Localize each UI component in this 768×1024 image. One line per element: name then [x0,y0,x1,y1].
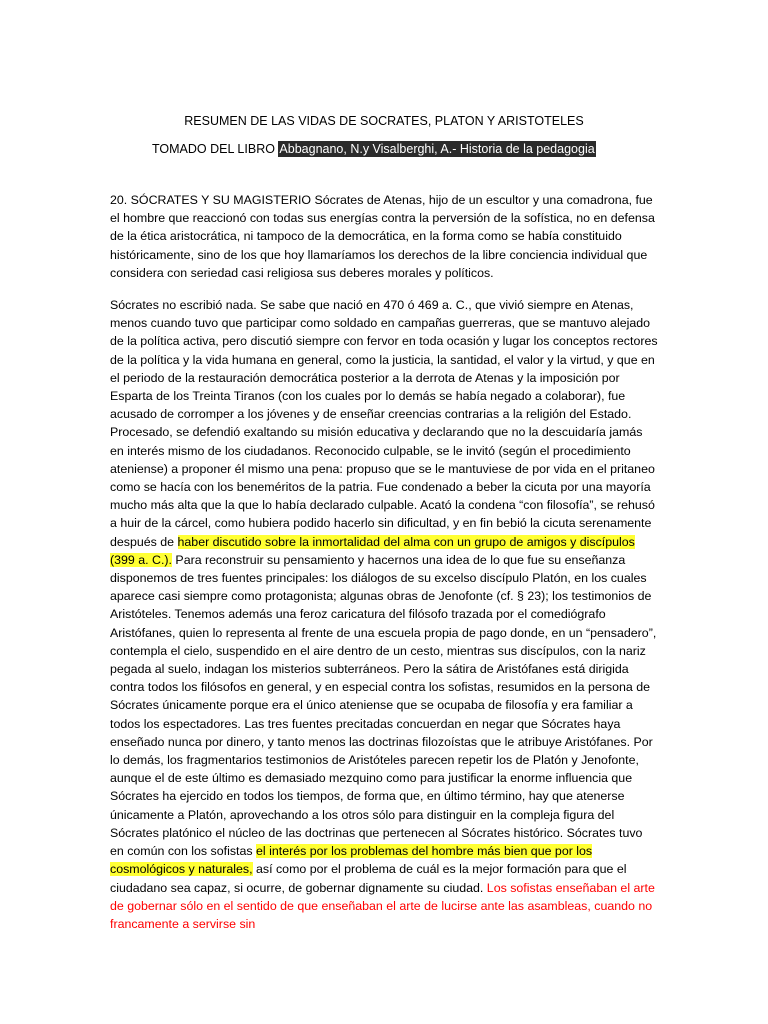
document-title: RESUMEN DE LAS VIDAS DE SOCRATES, PLATON Y ARISTOTELES [184,114,584,128]
paragraph2-part1: Sócrates no escribió nada. Se sabe que nació en 470 ó 469 a. C., que vivió siempre en Atenas, menos cuando tuvo que participar como soldado en campañas guerreras, que se mantuvo alejado de la política activa, pero discutió siempre con fervor en toda ocasión y lugar los conceptos rectores de la política y la vida humana en general, como la justicia, la santidad, el valor y la virtud, y que en el periodo de la restauración democrática posterior a la derrota de Atenas y la imposición por Esparta de los Treinta Tiranos (con los cuales por lo demás se había negado a colaborar), fue acusado de corromper a los jóvenes y de enseñar creencias contrarias a la religión del Estado. Procesado, se defendió exaltando su misión educativa y declarando que no la descuidaría jamás en interés mismo de los ciudadanos. Reconocido culpable, se le invitó (según el procedimiento ateniense) a proponer él mismo una pena: propuso que se le mantuviese de por vida en el pritaneo como se hacía con los beneméritos de la patria. Fue condenado a beber la cicuta por una mayoría mucho más alta que la que lo había declarado culpable. Acató la condena “con filosofía”, se rehusó a huir de la cárcel, como hubiera podido hacerlo sin dificultad, y en fin bebió la cicuta serenamente después de [110,298,658,549]
red-text-sophists: Los sofistas enseñaban el arte de gobernar sólo en el sentido de que enseñaban el arte de lucirse ante las asambleas, cuando no francamente a servirse sin [110,880,655,931]
highlighted-text-interest: el interés por los problemas del hombre más bien que por los cosmológicos y naturales, [110,844,593,877]
source-prefix: TOMADO DEL LIBRO [152,142,279,156]
paragraph2-part3: así como por el problema de cuál es la mejor formación para que el ciudadano sea capaz, si ocurre, de gobernar dignamente su ciudad. [110,862,627,895]
paragraph-socrates-life [110,296,658,933]
source-line [152,140,596,158]
source-book-highlight: Abbagnano, N.y Visalberghi, A.- Historia de la pedagogia [279,142,595,156]
paragraph-socrates-magisterio: 20. SÓCRATES Y SU MAGISTERIO Sócrates de Atenas, hijo de un escultor y una comadrona, fue el hombre que reaccionó con todas sus energías contra la perversión de la sofística, no en defensa de la ética aristocrática, ni tampoco de la democrática, en la forma como se había constituido históricamente, sino de los que hoy llamaríamos los derechos de la libre conciencia individual que considera con seriedad casi religiosa sus deberes morales y políticos. [110,193,655,280]
highlighted-text-immortality: haber discutido sobre la inmortalidad del alma con un grupo de amigos y discípulos (399 a. C.). [110,534,635,567]
paragraph2-part2: Para reconstruir su pensamiento y hacernos una idea de lo que fue su enseñanza disponemos de tres fuentes principales: los diálogos de su excelso discípulo Platón, en los cuales aparece casi siempre como protagonista; algunas obras de Jenofonte (cf. § 23); los testimonios de Aristóteles. Tenemos además una feroz caricatura del filósofo trazada por el comediógrafo Aristófanes, quien lo representa al frente de una escuela propia de pago donde, en un “pensadero”, contempla el cielo, suspendido en el aire dentro de un cesto, mientras sus discípulos, con la nariz pegada al suelo, indagan los misterios subterráneos. Pero la sátira de Aristófanes está dirigida contra todos los filósofos en general, y en especial contra los sofistas, resumidos en la persona de Sócrates únicamente porque era el único ateniense que se ocupaba de filosofía y era familiar a todos los espectadores. Las tres fuentes precitadas concuerdan en negar que Sócrates haya enseñado nunca por dinero, y tanto menos las doctrinas filozoístas que le atribuye Aristófanes. Por lo demás, los fragmentarios testimonios de Aristóteles parecen repetir los de Platón y Jenofonte, aunque el de este último es demasiado mezquino como para justificar la enorme influencia que Sócrates ha ejercido en todos los tiempos, de forma que, en último término, hay que atenerse únicamente a Platón, aprovechando a los otros sólo para distinguir en la compleja figura del Sócrates platónico el núcleo de las doctrinas que pertenecen al Sócrates histórico. Sócrates tuvo en común con los sofistas [110,552,657,859]
